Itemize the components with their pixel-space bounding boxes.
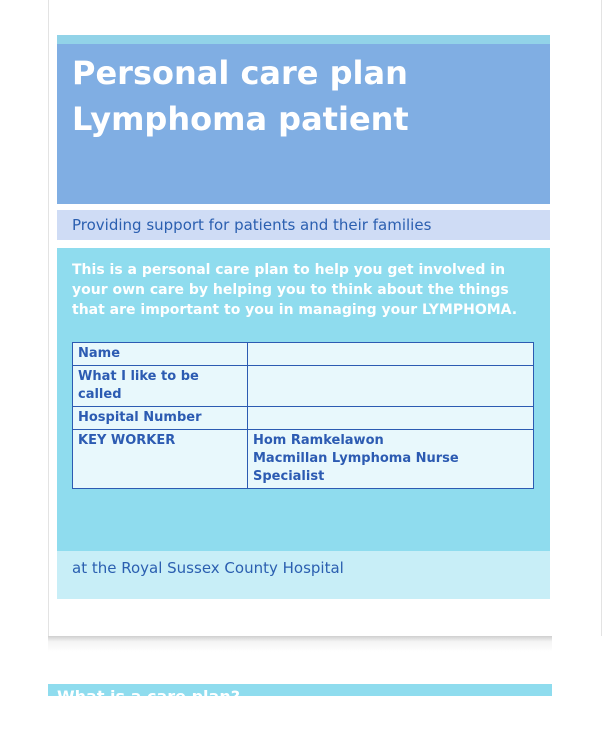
page-separator (48, 636, 552, 652)
table-row (73, 366, 534, 407)
row-value (248, 343, 534, 366)
subtitle-bar (57, 210, 550, 240)
intro-section (57, 248, 550, 551)
title-line-2: Lymphoma patient (72, 100, 409, 138)
title-block (57, 44, 550, 204)
row-value (248, 407, 534, 430)
key-worker-value (248, 430, 534, 489)
table-row (73, 430, 534, 489)
row-label: Hospital Number (73, 407, 248, 430)
row-value (248, 366, 534, 407)
footer-bar (57, 551, 550, 599)
section-heading: What is a care plan? (57, 687, 240, 706)
title-accent-strip (57, 35, 550, 44)
row-label: KEY WORKER (73, 430, 248, 489)
subtitle-text: Providing support for patients and their families (72, 216, 432, 234)
table-row (73, 407, 534, 430)
patient-details-table (72, 342, 534, 489)
title-line-1: Personal care plan (72, 54, 408, 92)
table-row (73, 343, 534, 366)
key-worker-role: Macmillan Lymphoma Nurse Specialist (253, 451, 459, 484)
key-worker-name: Hom Ramkelawon (253, 433, 384, 448)
section-heading-bar (48, 684, 552, 706)
row-label: Name (73, 343, 248, 366)
document-page (48, 0, 602, 636)
row-label: What I like to be called (73, 366, 248, 407)
footer-text: at the Royal Sussex County Hospital (72, 559, 344, 577)
document-page-2 (48, 652, 552, 730)
intro-paragraph: This is a personal care plan to help you get involved in your own care by helping you to think about the things that are important to you in managing your LYMPHOMA. (72, 262, 518, 318)
